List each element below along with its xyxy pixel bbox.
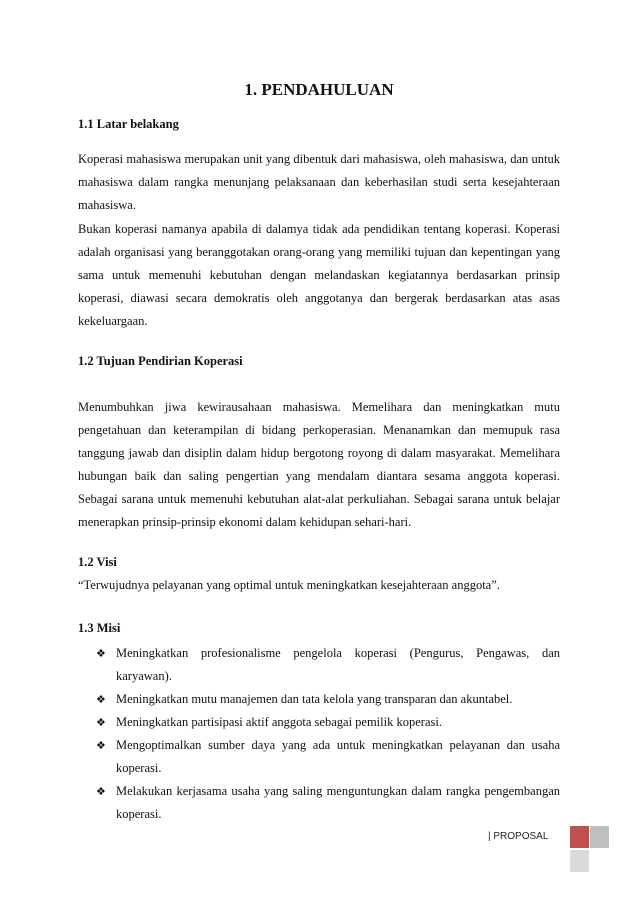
paragraph-latar-2: Bukan koperasi namanya apabila di dalamya tidak ada pendidikan tentang koperasi. Koperasi adalah organisasi yang beranggotakan orang-orang yang memiliki tujuan dan kepentingan yang sama untuk memenuhi kebutuhan dengan melandaskan kegiatannya berdasarkan prinsip koperasi, diawasi secara demokratis oleh anggotanya dan bergerak berdasarkan atas asas kekeluargaan. [78,222,560,328]
diamond-bullet-icon: ❖ [96,739,106,752]
list-item [96,734,560,780]
page-title: 1. PENDAHULUAN [244,80,394,99]
list-item-text: Meningkatkan mutu manajemen dan tata kelola yang transparan dan akuntabel. [116,692,513,706]
diamond-bullet-icon: ❖ [96,716,106,729]
list-item-text: Meningkatkan profesionalisme pengelola koperasi (Pengurus, Pengawas, dan karyawan). [116,646,560,683]
list-item-text: Meningkatkan partisipasi aktif anggota sebagai pemilik koperasi. [116,715,442,729]
list-item-text: Melakukan kerjasama usaha yang saling menguntungkan dalam rangka pengembangan koperasi. [116,784,560,821]
diamond-bullet-icon: ❖ [96,785,106,798]
paragraph-tujuan: Menumbuhkan jiwa kewirausahaan mahasiswa. Memelihara dan meningkatkan mutu pengetahuan dan keterampilan di bidang perkoperasian. Menanamkan dan memupuk rasa tanggung jawab dan disiplin dalam hidup bergotong royong di dalam masyarakat. Memelihara hubungan baik dan saling pengertian yang mendalam diantara sesama anggota koperasi. Sebagai sarana untuk memenuhi kebutuhan alat-alat perkuliahan. Sebagai sarana untuk belajar menerapkan prinsip-prinsip ekonomi dalam kehidupan sehari-hari. [78,400,560,529]
visi-text: “Terwujudnya pelayanan yang optimal untuk meningkatkan kesejahteraan anggota”. [78,578,500,592]
list-item [96,688,560,711]
list-item [96,711,560,734]
footer-light-grey-square [570,850,589,872]
list-item-text: Mengoptimalkan sumber daya yang ada untuk meningkatkan pelayanan dan usaha koperasi. [116,738,560,775]
diamond-bullet-icon: ❖ [96,647,106,660]
footer-grey-square [590,826,609,848]
list-item [96,642,560,688]
misi-list [96,642,560,826]
heading-tujuan: 1.2 Tujuan Pendirian Koperasi [78,354,243,368]
paragraph-latar-1: Koperasi mahasiswa merupakan unit yang dibentuk dari mahasiswa, oleh mahasiswa, dan untuk mahasiswa dalam rangka menunjang pelaksanaan dan keberhasilan studi serta kesejahteraan mahasiswa. [78,152,560,212]
heading-latar-belakang: 1.1 Latar belakang [78,117,179,131]
heading-visi: 1.2 Visi [78,555,117,569]
diamond-bullet-icon: ❖ [96,693,106,706]
list-item [96,780,560,826]
heading-misi: 1.3 Misi [78,621,121,635]
footer-label: | PROPOSAL [488,831,549,842]
footer-accent-square [570,826,589,848]
